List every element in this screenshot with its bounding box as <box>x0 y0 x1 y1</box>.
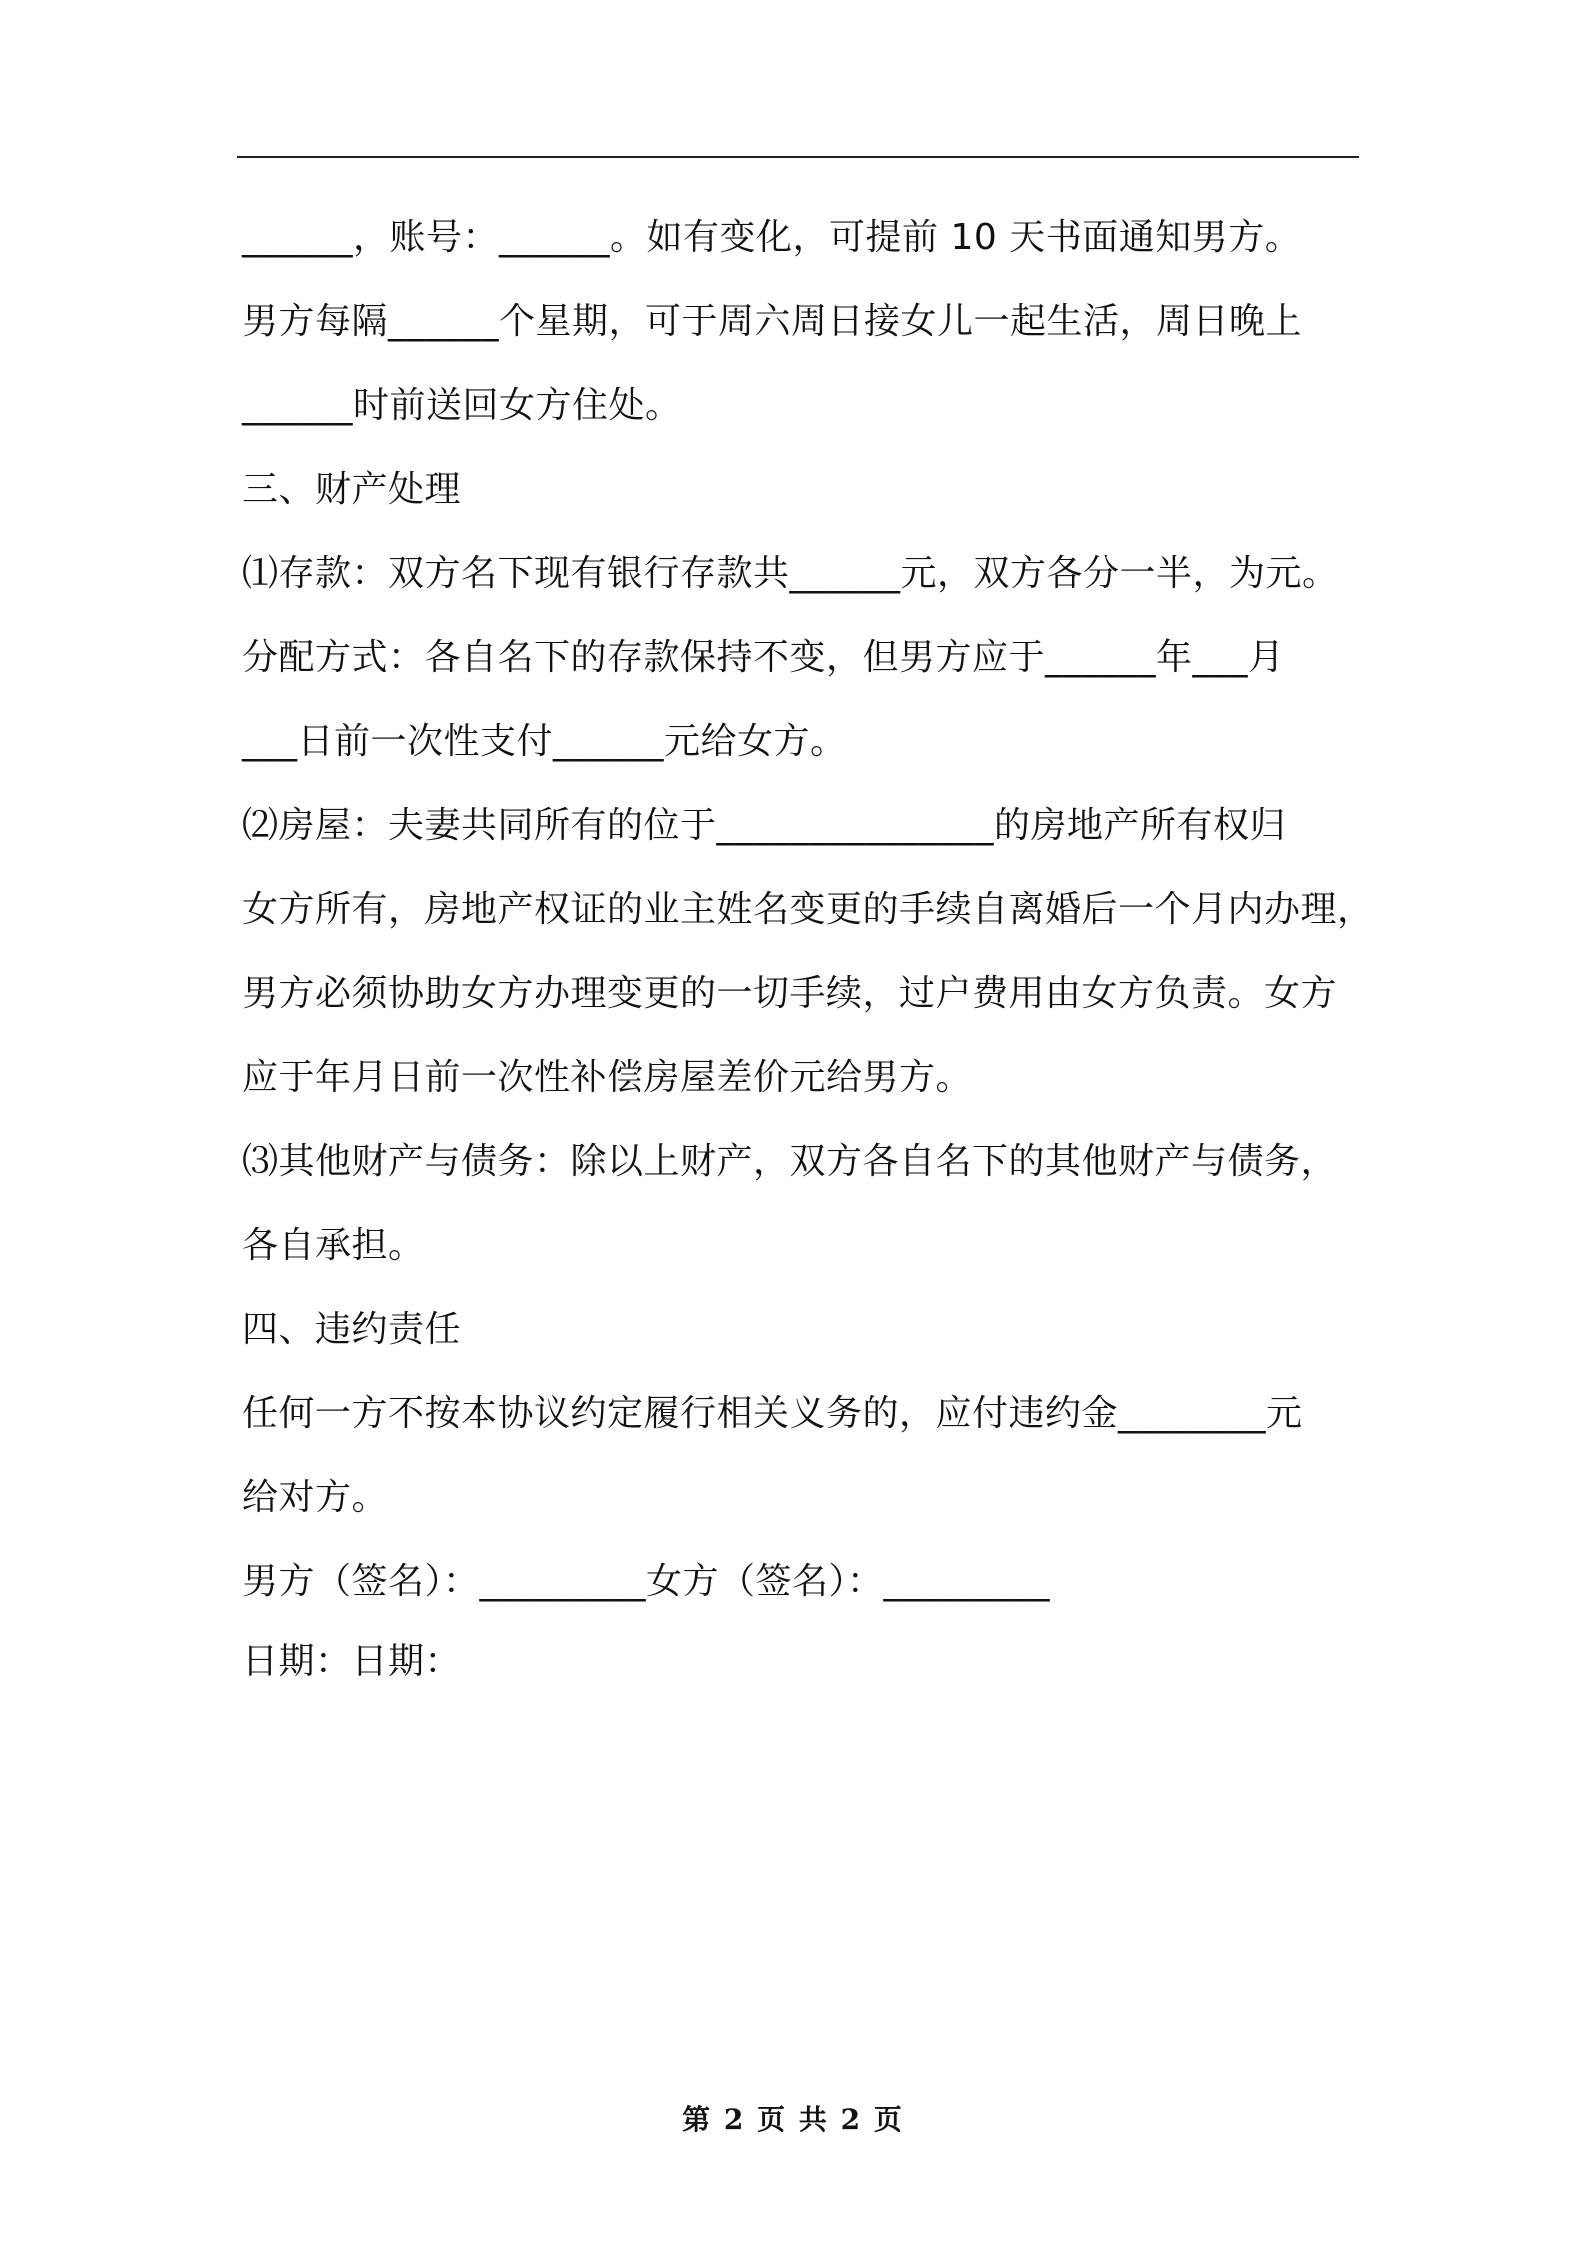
text-line-visitation-return: ______时前送回女方住处。 <box>242 385 682 426</box>
text-line-other-assets-end: 各自承担。 <box>242 1225 425 1266</box>
date-line: 日期：日期： <box>242 1641 462 1682</box>
text-line-savings: ⑴存款：双方名下现有银行存款共______元，双方各分一半，为元。 <box>242 553 1339 594</box>
page-number-footer: 第 2 页 共 2 页 <box>682 2103 904 2136</box>
document-body <box>242 196 1374 1700</box>
text-line-penalty: 任何一方不按本协议约定履行相关义务的，应付违约金________元 <box>242 1393 1303 1434</box>
text-line-custody-account: ______，账号：______。如有变化，可提前 10 天书面通知男方。 <box>242 217 1302 258</box>
text-line-house-compensation: 应于年月日前一次性补偿房屋差价元给男方。 <box>242 1057 973 1098</box>
signature-line: 男方（签名）：_________女方（签名）：_________ <box>242 1561 1051 1602</box>
text-line-house-transfer: 男方必须协助女方办理变更的一切手续，过户费用由女方负责。女方 <box>242 973 1338 1014</box>
text-line-other-assets: ⑶其他财产与债务：除以上财产，双方各自名下的其他财产与债务， <box>242 1141 1338 1182</box>
section-heading-property: 三、财产处理 <box>242 469 462 510</box>
text-line-house: ⑵房屋：夫妻共同所有的位于_______________的房地产所有权归 <box>242 805 1287 846</box>
header-rule <box>237 156 1359 158</box>
section-heading-liability: 四、违约责任 <box>242 1309 462 1350</box>
text-line-savings-payment: ___日前一次性支付______元给女方。 <box>242 721 847 762</box>
text-line-savings-distribution: 分配方式：各自名下的存款保持不变，但男方应于______年___月 <box>242 637 1285 678</box>
text-line-penalty-end: 给对方。 <box>242 1477 389 1518</box>
text-line-house-ownership: 女方所有，房地产权证的业主姓名变更的手续自离婚后一个月内办理， <box>242 889 1374 930</box>
text-line-visitation: 男方每隔______个星期，可于周六周日接女儿一起生活，周日晚上 <box>242 301 1303 342</box>
